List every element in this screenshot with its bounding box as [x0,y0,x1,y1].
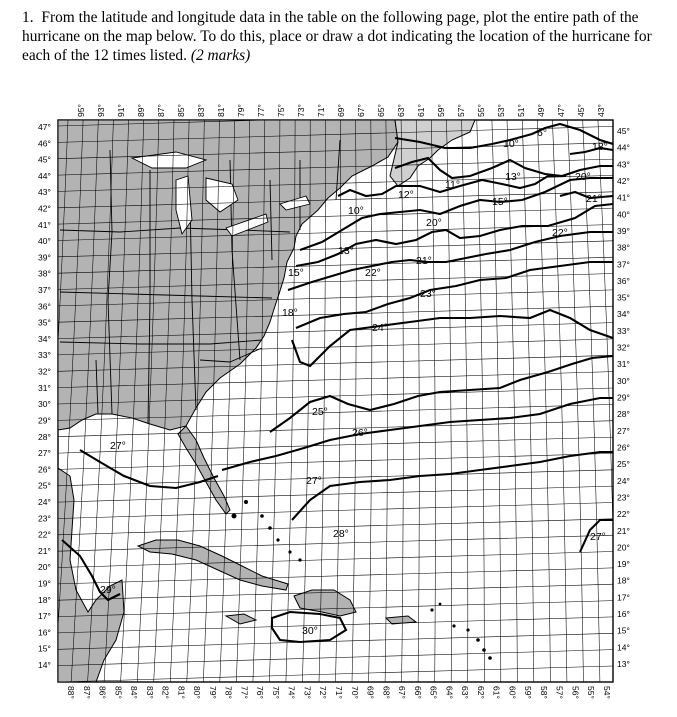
latitude-label: 19° [38,578,51,589]
latitude-label: 23° [38,513,51,524]
isotherm-label: 27° [590,531,606,543]
longitude-label: 69° [365,686,376,699]
longitude-labels-bottom [66,686,612,699]
latitude-label: 32° [617,342,630,353]
isotherm-label: 29° [100,584,116,596]
latitude-label: 38° [617,242,630,253]
longitude-label: 59° [436,104,446,117]
longitude-label: 66° [412,686,423,699]
longitude-label: 51° [516,104,526,117]
longitude-label: 71° [334,686,344,699]
latitude-labels-left [38,122,51,670]
longitude-label: 57° [554,686,565,699]
latitude-label: 28° [617,409,630,420]
isotherm-label: 22° [365,267,381,279]
isotherm-label: 13° [505,171,521,183]
latitude-label: 24° [617,475,630,486]
latitude-label: 41° [617,192,630,203]
isotherm-label: 12° [398,189,414,201]
isotherm-label: 11° [445,179,461,191]
latitude-label: 41° [38,219,51,230]
latitude-label: 25° [38,480,51,491]
longitude-label: 62° [475,686,486,699]
longitude-label: 65° [376,104,386,117]
latitude-label: 37° [38,285,51,295]
isotherm-label: 18° [592,141,608,153]
latitude-labels-right [617,126,630,669]
latitude-label: 16° [38,627,51,638]
longitude-label: 76° [255,686,266,699]
latitude-label: 39° [617,225,630,236]
latitude-label: 21° [617,525,630,536]
latitude-label: 46° [38,138,51,149]
isotherm-label: 27° [306,475,322,487]
longitude-label: 70° [349,686,360,699]
longitude-label: 86° [97,686,108,699]
latitude-label: 15° [38,643,51,654]
isotherm-label: 20° [575,171,591,183]
latitude-label: 45° [617,126,630,136]
latitude-label: 30° [617,375,630,386]
longitude-label: 84° [129,686,140,699]
latitude-label: 44° [38,170,51,181]
latitude-label: 31° [38,382,51,393]
isotherm-label: 27° [110,440,126,452]
longitude-label: 83° [144,686,155,699]
longitude-label: 67° [397,686,408,699]
latitude-label: 14° [617,642,630,653]
latitude-label: 33° [38,350,51,361]
latitude-label: 24° [38,497,51,507]
isotherm-label: 20° [426,217,442,229]
isotherm-label: 23° [420,288,436,300]
isotherm-label: 21° [586,193,602,205]
latitude-label: 22° [617,509,630,520]
longitude-label: 55° [476,104,486,117]
longitude-label: 81° [176,686,187,699]
latitude-label: 26° [38,464,51,475]
question-marks: (2 marks) [190,47,251,64]
latitude-label: 36° [38,301,51,312]
isotherm-label: 21° [416,255,432,267]
longitude-label: 63° [460,686,471,699]
isotherm-label: 10° [348,205,364,217]
longitude-label: 67° [356,104,366,117]
longitude-label: 58° [538,686,549,699]
longitude-label: 59° [523,686,534,699]
latitude-label: 35° [617,292,630,303]
latitude-label: 17° [38,611,51,622]
latitude-label: 27° [38,448,51,459]
longitude-label: 69° [336,104,346,117]
longitude-label: 80° [192,686,203,699]
latitude-label: 35° [38,317,51,328]
longitude-label: 68° [381,686,392,699]
longitude-label: 73° [296,104,306,117]
latitude-label: 29° [38,415,51,426]
longitude-label: 95° [76,104,86,117]
longitude-label: 85° [113,686,124,699]
longitude-label: 63° [396,104,406,117]
latitude-label: 47° [38,122,51,132]
longitude-label: 74° [286,686,297,699]
latitude-label: 43° [617,159,630,170]
isotherm-label: 24° [372,322,388,334]
longitude-label: 56° [570,686,581,699]
longitude-label: 77° [256,104,266,117]
latitude-label: 25° [617,459,630,470]
longitude-label: 79° [236,104,246,117]
latitude-label: 19° [617,559,630,570]
isotherm-label: 15° [288,267,304,279]
isotherm-label: 28° [333,528,349,540]
isotherm-label: 26° [352,427,368,439]
latitude-label: 38° [38,268,51,279]
latitude-label: 42° [617,176,630,186]
isotherm-label: 22° [552,227,568,239]
longitude-label: 93° [96,104,106,117]
latitude-label: 30° [38,399,51,410]
latitude-label: 18° [617,575,630,586]
question-body: From the latitude and longitude data in the table on the following page, plot the entire path of the hurricane on the map below. To do this, place or draw a dot indicating the location of the hurricane for each of the 12 times listed. [22,9,652,64]
latitude-label: 29° [617,392,630,403]
longitude-label: 85° [176,104,186,117]
latitude-label: 13° [617,659,630,669]
isotherm-label: 18° [282,307,298,319]
longitude-label: 60° [507,686,518,699]
longitude-label: 64° [444,686,455,699]
latitude-label: 43° [38,187,51,198]
latitude-label: 39° [38,252,51,263]
latitude-label: 33° [617,325,630,336]
longitude-label: 87° [81,686,92,699]
longitude-label: 75° [270,686,281,699]
latitude-label: 44° [617,142,630,153]
isotherm-label: 15° [492,196,508,208]
latitude-label: 28° [38,431,51,442]
longitude-label: 47° [556,104,566,117]
longitude-label: 43° [596,104,606,117]
longitude-label: 55° [586,686,597,699]
latitude-label: 31° [617,359,630,370]
latitude-label: 34° [617,309,630,320]
latitude-label: 18° [38,594,51,605]
latitude-label: 37° [617,259,630,270]
longitude-label: 77° [239,686,250,699]
latitude-label: 27° [617,425,630,436]
longitude-label: 75° [276,104,286,117]
latitude-label: 15° [617,625,630,636]
latitude-label: 26° [617,442,630,453]
latitude-label: 17° [617,592,630,603]
latitude-label: 40° [38,236,51,247]
latitude-label: 36° [617,275,630,286]
longitude-label: 81° [216,104,226,117]
latitude-label: 23° [617,492,630,503]
longitude-label: 53° [496,104,506,117]
latitude-label: 45° [38,154,51,165]
latitude-label: 40° [617,209,630,220]
longitude-label: 89° [136,104,146,117]
longitude-label: 82° [160,686,171,699]
latitude-label: 42° [38,203,51,214]
latitude-label: 21° [38,545,51,556]
longitude-labels-top [76,104,606,117]
longitude-label: 79° [207,686,218,699]
isotherm-label: 10° [503,138,519,150]
longitude-label: 87° [156,104,166,117]
longitude-label: 61° [416,104,426,117]
longitude-label: 78° [223,686,234,699]
isotherm-label: 6° [537,127,548,139]
latitude-label: 14° [38,660,51,670]
latitude-label: 32° [38,366,51,377]
longitude-label: 83° [196,104,206,117]
latitude-label: 34° [38,333,51,344]
longitude-label: 61° [491,686,502,699]
longitude-label: 91° [116,104,126,117]
longitude-label: 88° [66,686,76,699]
longitude-label: 72° [318,686,329,699]
latitude-label: 20° [38,562,51,573]
longitude-label: 71° [316,104,326,117]
longitude-label: 54° [602,686,612,699]
longitude-label: 45° [576,104,586,117]
latitude-label: 20° [617,542,630,553]
latitude-label: 16° [617,609,630,619]
latitude-label: 22° [38,529,51,540]
longitude-label: 73° [302,686,313,699]
question-number: 1. [22,9,34,26]
isotherm-label: 13° [338,245,354,257]
longitude-label: 65° [428,686,439,699]
longitude-label: 57° [456,104,466,117]
longitude-label: 49° [536,104,546,117]
isotherm-label: 30° [302,625,318,637]
isotherm-label: 25° [312,406,328,418]
